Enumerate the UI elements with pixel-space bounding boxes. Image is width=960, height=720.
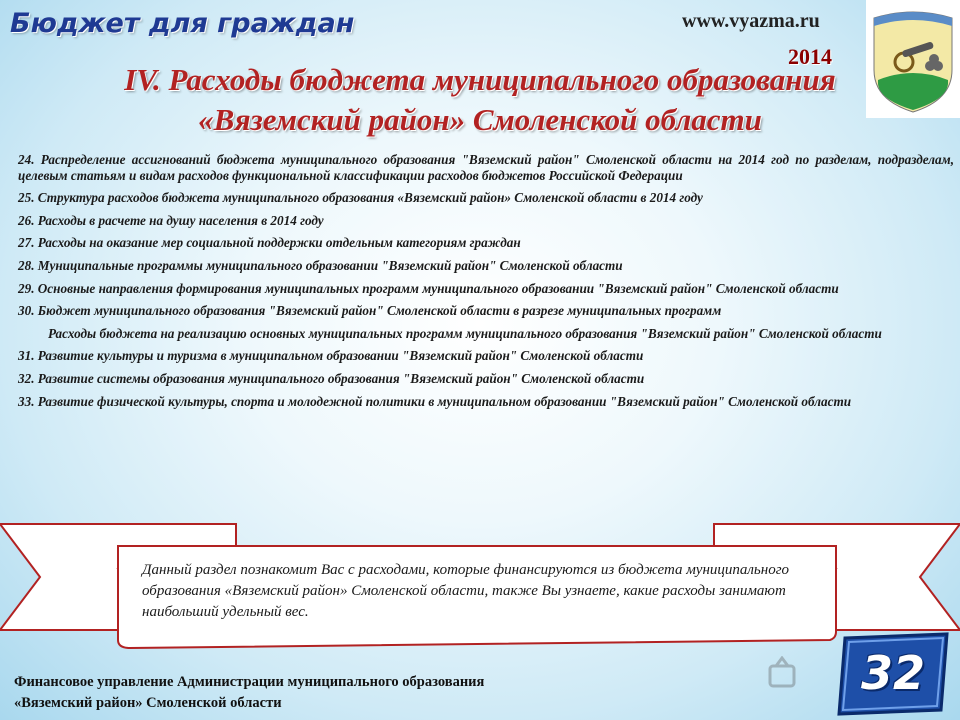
table-of-contents	[18, 152, 954, 416]
toc-item[interactable]: 27. Расходы на оказание мер социальной поддержки отдельным категориям граждан	[18, 235, 521, 251]
toc-item[interactable]: Расходы бюджета на реализацию основных муниципальных программ муниципального образования "Вяземский район" Смоленской области	[48, 325, 882, 341]
footer-line-1: Финансовое управление Администрации муниципального образования	[14, 674, 485, 690]
toc-item[interactable]: 26. Расходы в расчете на душу населения в 2014 году	[18, 212, 324, 228]
toc-item[interactable]: 25. Структура расходов бюджета муниципального образования «Вяземский район» Смоленской области в 2014 году	[18, 190, 703, 206]
page-number: 32	[860, 646, 925, 700]
toc-item[interactable]: 24. Распределение ассигнований бюджета муниципального образования "Вяземский район" Смоленской области на 2014 год по разделам, подразделам, целевым статьям и видам расходов функциональной классификации расходов бюджетов Российской Федерации	[18, 152, 954, 183]
toc-item[interactable]: 33. Развитие физической культуры, спорта и молодежной политики в муниципальном образовании "Вяземский район" Смоленской области	[18, 393, 852, 409]
year-label: 2014	[788, 44, 832, 69]
site-url[interactable]: www.vyazma.ru	[682, 10, 820, 32]
coat-of-arms-icon	[866, 0, 960, 118]
footer	[14, 672, 484, 714]
section-title-line-1: IV. Расходы бюджета муниципального образования	[124, 62, 836, 97]
footer-line-2: «Вяземский район» Смоленской области	[14, 695, 282, 711]
brand-title: Бюджет для граждан	[10, 8, 355, 39]
toc-item[interactable]: 31. Развитие культуры и туризма в муниципальном образовании "Вяземский район" Смоленской области	[18, 348, 644, 364]
ribbon-text: Данный раздел познакомит Вас с расходами, которые финансируются из бюджета муниципального образования «Вяземский район» Смоленской области, также Вы узнаете, какие расходы занимают наибольший удельный вес.	[142, 562, 790, 620]
section-title-line-2: «Вяземский район» Смоленской области	[198, 102, 762, 137]
section-title	[100, 60, 860, 140]
toc-item[interactable]: 29. Основные направления формирования муниципальных программ муниципального образовании "Вяземский район" Смоленской области	[18, 280, 839, 296]
toc-item[interactable]: 32. Развитие системы образования муниципального образования "Вяземский район" Смоленской области	[18, 370, 645, 386]
toc-item[interactable]: 28. Муниципальные программы муниципального образовании "Вяземский район" Смоленской области	[18, 257, 623, 273]
toc-item[interactable]: 30. Бюджет муниципального образования "Вяземский район" Смоленской области в разрезе муниципальных программ	[18, 303, 722, 319]
